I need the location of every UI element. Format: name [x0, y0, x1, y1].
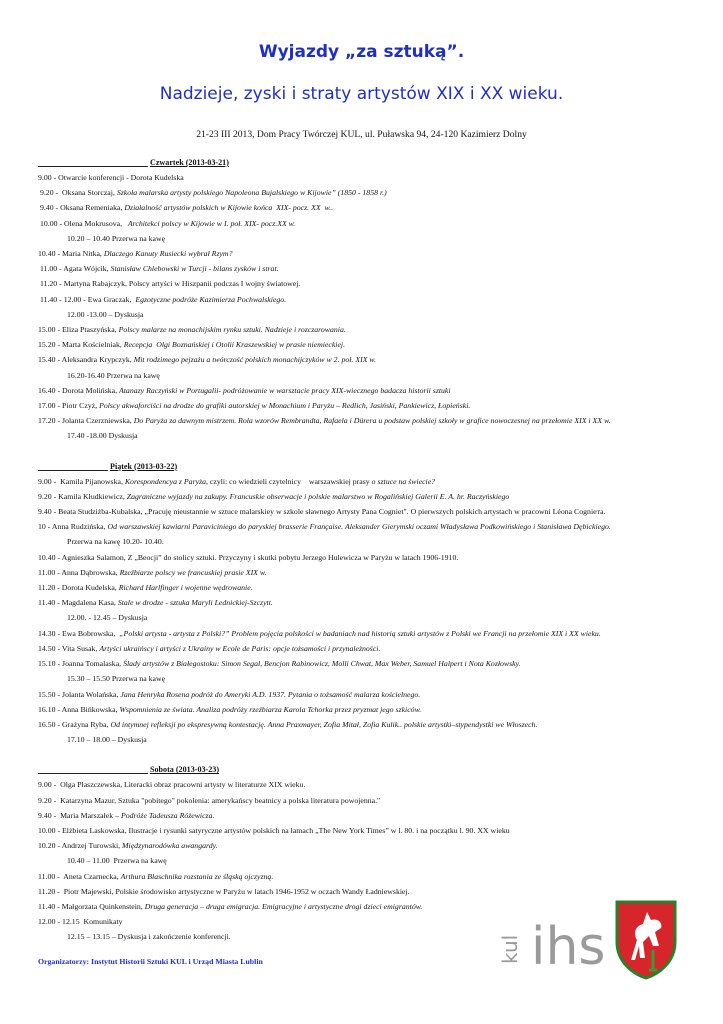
row-text: 12.00 -13.00 – Dyskusja	[67, 309, 144, 319]
row-text: 10.20 – 10.40 Przerwa na kawę	[67, 233, 166, 243]
row-title: Dlaczego Kanuty Rusiecki wybrał Rzym?	[103, 249, 233, 259]
row-title: Międzynarodówka awangardy.	[122, 841, 218, 851]
schedule-row	[38, 474, 678, 489]
row-text: Martyna Rabajczyk, Polscy artyści w Hiszpanii podczas I wojny światowej.	[61, 279, 301, 289]
schedule-row	[38, 793, 678, 808]
row-time: 11.00 -	[38, 871, 60, 881]
schedule-row	[38, 869, 678, 884]
schedule-row	[38, 580, 678, 595]
row-time: 11.20 -	[38, 886, 60, 896]
schedule-row	[38, 626, 678, 641]
row-time: 9.00 -	[38, 780, 57, 790]
row-time: 9.40 -	[38, 203, 59, 213]
schedule-row	[38, 687, 678, 702]
schedule-row	[38, 383, 678, 398]
row-text: Dorota Molińska,	[60, 385, 119, 395]
row-title: Atanazy Raczyński w Portugalii- podróżowanie w warsztacie pracy XIX-wiecznego badacza historii sztuki	[119, 385, 451, 395]
row-text: 12.15 Komunikaty	[60, 917, 123, 927]
schedule-break-row	[38, 534, 678, 549]
row-text: 10.40 – 11.00 Przerwa na kawę	[67, 856, 167, 866]
schedule-row	[38, 185, 678, 200]
schedule-break-row	[38, 732, 678, 747]
row-text: Katarzyna Mazur, Sztuka "pobitego" pokolenia: amerykańscy beatnicy a polska literatura powojenna."	[56, 795, 381, 805]
schedule-row	[38, 777, 678, 792]
row-title: „Polski artysta - artysta z Polski?” Problem pojęcia polskości w badaniach nad historią sztuki artystów z Polski we Francji na przełomie XIX i XX wieku.	[119, 628, 601, 638]
row-text: 17.40 -18.00 Dyskusja	[67, 431, 138, 441]
schedule-row	[38, 519, 678, 534]
row-text: Agnieszka Salamon, Z „Beocji” do stolicy sztuki. Przyczyny i skutki pobytu Jerzego Hulewicza w Paryżu w latach 1906-1910.	[60, 552, 459, 562]
row-text: Przerwa na kawę 10.20- 10.40.	[67, 537, 164, 547]
row-time: 15.40 -	[38, 355, 61, 365]
day-heading-rule	[38, 166, 148, 167]
row-text: 15.30 – 15.50 Przerwa na kawę	[67, 674, 166, 684]
row-time: 11.40 -	[38, 294, 62, 304]
row-title: Od intymnej refleksji po ekspresywną kontestację. Anna Praxmayer, Zofia Mitał, Zofia Kulik.. polskie artystki–stypendystki we Włoszech.	[110, 719, 538, 729]
schedule	[38, 156, 678, 945]
row-text: Małgorzata Quinkenstein,	[59, 901, 145, 911]
row-text: Jolanta Wolańska,	[60, 689, 121, 699]
row-text: Piotr Czyż,	[60, 401, 100, 411]
row-text: Jolanta Czerzniewska,	[60, 416, 134, 426]
row-time: 10.40 -	[38, 552, 61, 562]
row-text: Dorota Kudelska,	[59, 583, 119, 593]
row-title: Artyści ukraińscy i artyści z Ukrainy w Ecole de Paris: opcje tożsamości i przynależności.	[99, 643, 381, 653]
row-time: 11.20 -	[38, 279, 62, 289]
row-time: 10.00 -	[38, 825, 61, 835]
row-text: Anna Dąbrowska,	[59, 567, 120, 577]
row-title: Architekci polscy w Kijowie w I. poł. XIX- pocz.XX w.	[127, 218, 296, 228]
row-title: Recepcja Olgi Boznańskiej i Otolii Kraszewskiej w prasie niemieckiej.	[123, 340, 346, 350]
schedule-row	[38, 216, 678, 231]
row-title: Korespondencya z Paryża	[124, 476, 206, 486]
row-text: Aleksandra Krypczyk,	[60, 355, 134, 365]
schedule-row	[38, 261, 678, 276]
row-time: 9.40 -	[38, 507, 57, 517]
row-text: Marta Kościelniak,	[60, 340, 124, 350]
schedule-break-row	[38, 671, 678, 686]
schedule-break-row	[38, 610, 678, 625]
schedule-row	[38, 322, 678, 337]
schedule-break-row	[38, 231, 678, 246]
schedule-row	[38, 352, 678, 367]
row-title: Stanisław Chlebowski w Turcji - bilans zysków i strat.	[110, 264, 279, 274]
row-text: Joanna Tomalaska,	[60, 659, 124, 669]
row-title: Polscy malarze na monachijskim rynku sztuki. Nadzieje i rozczarowania.	[118, 325, 346, 335]
row-text: Kamila Pijanowska,	[56, 476, 125, 486]
row-time: 9.20 -	[38, 491, 57, 501]
schedule-row	[38, 656, 678, 671]
row-time: 11.20 -	[38, 583, 60, 593]
row-time: 11.00 -	[38, 264, 62, 274]
row-time: 17.20 -	[38, 416, 61, 426]
schedule-row	[38, 823, 678, 838]
schedule-row	[38, 276, 678, 291]
row-text: Grażyna Ryba,	[60, 719, 111, 729]
schedule-row	[38, 398, 678, 413]
row-title: Podróże Tadeusza Różewicza.	[120, 810, 215, 820]
ihs-logo-text: ihs	[531, 917, 606, 977]
day-heading-label: Sobota (2013-03-23)	[150, 765, 220, 775]
schedule-row	[38, 489, 678, 504]
row-time: 9.40 -	[38, 810, 57, 820]
row-title: Rzeźbiarze polscy we francuskiej prasie XIX w.	[119, 567, 267, 577]
row-text-tail: , czyli: co wiedzieli czytelnicy warszawskiej prasy	[206, 476, 372, 486]
row-title: Mit rodzimego pejzażu a twórczość polskich monachijczyków w 2. poł. XIX w.	[133, 355, 376, 365]
row-text: Anna Bińkowska,	[60, 704, 120, 714]
row-title: Do Paryża za dawnym mistrzem. Rola wzorów Rembrandta, Rafaela i Dürera u podstaw polskiej szkoły w grafice nowoczesnej na przełomie XIX i XX w.	[133, 416, 611, 426]
schedule-row	[38, 565, 678, 580]
row-time: 9.00 -	[38, 476, 57, 486]
row-time: 9.20 -	[38, 795, 57, 805]
row-time: 10.20 -	[38, 841, 61, 851]
schedule-row	[38, 200, 678, 215]
row-time: 16.50 -	[38, 719, 61, 729]
row-time: 16.10 -	[38, 704, 61, 714]
row-text: 17.10 – 18.00 – Dyskusja	[67, 735, 147, 745]
row-time: 15.10 -	[38, 659, 61, 669]
row-text: Piotr Majewski, Polskie środowisko artystyczne w Paryżu w latach 1946-1952 w oczach Wandy Ładniewskiej.	[59, 886, 410, 896]
row-text: Maria Nitka,	[60, 249, 104, 259]
row-time: 17.00 -	[38, 401, 61, 411]
row-title: Wspomnienia ze świata. Analiza podróży rzeźbiarza Karola Tchorka przez pryzmat jego szkiców.	[119, 704, 422, 714]
lublin-coat-of-arms	[613, 898, 679, 980]
row-text: Elżbieta Laskowska, Ilustracje i rysunki satyryczne artystów polskich na łamach „The New York Times” w l. 80. i na początku l. 90. XX wieku	[60, 825, 510, 835]
row-text: Ewa Bobrowska,	[60, 628, 120, 638]
day-heading-rule	[38, 773, 148, 774]
row-title: Egzotyczne podróże Kazimierza Pochwalskiego.	[135, 294, 287, 304]
day-heading-rule	[38, 470, 108, 471]
day-heading-label: Czwartek (2013-03-21)	[150, 158, 229, 167]
schedule-row	[38, 504, 678, 519]
row-time: 16.40 -	[38, 385, 61, 395]
row-text: Oksana Remeniaka,	[58, 203, 125, 213]
row-title-tail: o sztuce na świecie?	[371, 476, 436, 486]
row-text: 12.00. - 12.45 – Dyskusja	[67, 613, 148, 623]
row-text: 16.20-16.40 Przerwa na kawę	[67, 370, 160, 380]
schedule-break-row	[38, 853, 678, 868]
kul-logo-text: kul	[498, 934, 522, 964]
schedule-row	[38, 170, 678, 185]
row-text: Olga Płaszczewska, Literacki obraz pracowni artysty w literaturze XIX wieku.	[56, 780, 306, 790]
row-text: Oksana Storczaj,	[58, 188, 117, 198]
row-time: 14.30 -	[38, 628, 61, 638]
logos	[498, 898, 688, 980]
schedule-row	[38, 838, 678, 853]
row-text: Aneta Czarnecka,	[59, 871, 121, 881]
row-title: Jana Henryka Rosena podróż do Ameryki A.D. 1937. Pytania o tożsamość malarza kościelnego.	[120, 689, 421, 699]
schedule-row	[38, 641, 678, 656]
row-text: Andrzej Turowski,	[60, 841, 123, 851]
row-text: Eliza Ptaszyńska,	[60, 325, 119, 335]
day-heading-label: Piątek (2013-03-22)	[110, 461, 178, 471]
row-text: Beata Studziżba-Kubalska, „Pracuję nieustannie w sztuce malarskiey w szkole sławnego Artysty Pana Cogniet". O pierwszych polskich artystach w pracowni Léona Cogniета.	[56, 507, 606, 517]
schedule-row	[38, 884, 678, 899]
schedule-row	[38, 413, 678, 428]
row-text: Otwarcie konferencji - Dorota Kudelska	[56, 173, 184, 182]
row-text: Magdalena Kasa,	[59, 598, 118, 608]
row-time: 10.40 -	[38, 249, 61, 259]
row-text: 12.15 – 13.15 – Dyskusja i zakończenie konferencji.	[67, 932, 231, 942]
row-title: Zagraniczne wyjazdy na zakupy. Francuskie obserwacje i polskie malarstwo w Rogalińskiej Galerii E. A. hr. Raczyńskiego	[126, 491, 510, 501]
row-time: 15.20 -	[38, 340, 61, 350]
day-heading	[38, 156, 678, 167]
row-title: Arthura Blaschnika rozstania ze śląską ojczyzną.	[120, 871, 274, 881]
row-text: Anna Rudzińska,	[50, 522, 108, 532]
row-time: 15.50 -	[38, 689, 61, 699]
schedule-break-row	[38, 307, 678, 322]
schedule-row	[38, 292, 678, 307]
venue-line: 21-23 III 2013, Dom Pracy Twórczej KUL, ul. Puławska 94, 24-120 Kazimierz Dolny	[196, 129, 527, 140]
row-text: Vita Susak,	[60, 643, 100, 653]
day-heading	[38, 460, 678, 471]
row-time: 15.00 -	[38, 325, 61, 335]
row-title: Polscy akwaforciści na drodze do grafiki autorskiej w Monachium i Paryżu – Redlich, Jasiński, Pankiewicz, Łopieński.	[99, 401, 471, 411]
row-title: Działalność artystów polskich w Kijowie końca XIX- pocz. XX w..	[124, 203, 334, 213]
row-time: 12.00 -	[38, 917, 61, 927]
schedule-row	[38, 717, 678, 732]
row-title: Ślady artystów z Białegostoku: Simon Segal, Bencjon Rabinowicz, Molli Chwat, Max Weber, Samuel Halpert i Nota Kozłowsky.	[123, 659, 521, 669]
day-heading	[38, 763, 678, 774]
row-text: 12.00 - Ewa Graczak,	[61, 294, 136, 304]
day-gap	[38, 747, 678, 763]
row-time: 9.00 -	[38, 173, 57, 182]
organizers-line: Organizatorzy: Instytut Historii Sztuki KUL i Urząd Miasta Lublin	[38, 957, 263, 966]
page-subtitle: Nadzieje, zyski i straty artystów XIX i XX wieku.	[159, 84, 564, 104]
schedule-row	[38, 808, 678, 823]
row-title: Richard Harlfinger i wojenne wędrowanie.	[118, 583, 253, 593]
schedule-row	[38, 550, 678, 565]
row-time: 10 -	[38, 522, 51, 532]
schedule-break-row	[38, 368, 678, 383]
row-time: 11.40 -	[38, 598, 60, 608]
schedule-row	[38, 246, 678, 261]
row-title: Stale w drodze - sztuka Maryli Lednickiej-Szczytt.	[117, 598, 273, 608]
day-gap	[38, 444, 678, 460]
row-time: 11.40 -	[38, 901, 60, 911]
row-text: Kamila Kłudkiewicz,	[56, 491, 127, 501]
schedule-row	[38, 702, 678, 717]
row-title: Szkoła malarska artysty polskiego Napoleona Bujalskiego w Kijowie” (1850 - 1858 r.)	[116, 188, 387, 198]
row-time: 11.00 -	[38, 567, 60, 577]
row-time: 14.50 -	[38, 643, 61, 653]
row-text: Maria Marszałek –	[56, 810, 121, 820]
row-text: Olena Mokrusova,	[62, 218, 128, 228]
row-text: Agata Wójcik,	[61, 264, 111, 274]
row-title: Druga generacja – druga emigracja. Emigracyjne i artystyczne drogi dzieci emigrantów.	[144, 901, 423, 911]
row-time: 10.00 -	[38, 218, 63, 228]
schedule-break-row	[38, 428, 678, 443]
schedule-row	[38, 595, 678, 610]
schedule-row	[38, 337, 678, 352]
page-title: Wyjazdy „za sztuką”.	[258, 42, 465, 62]
row-title: Od warszawskiej kawiarni Paraviciniego do paryskiej brasserie Française. Aleksander Gierymski oczami Władysława Podkowińskiego i Stanisława Dębickiego.	[107, 522, 611, 532]
shield-icon	[617, 902, 675, 978]
row-time: 9.20 -	[38, 188, 59, 198]
